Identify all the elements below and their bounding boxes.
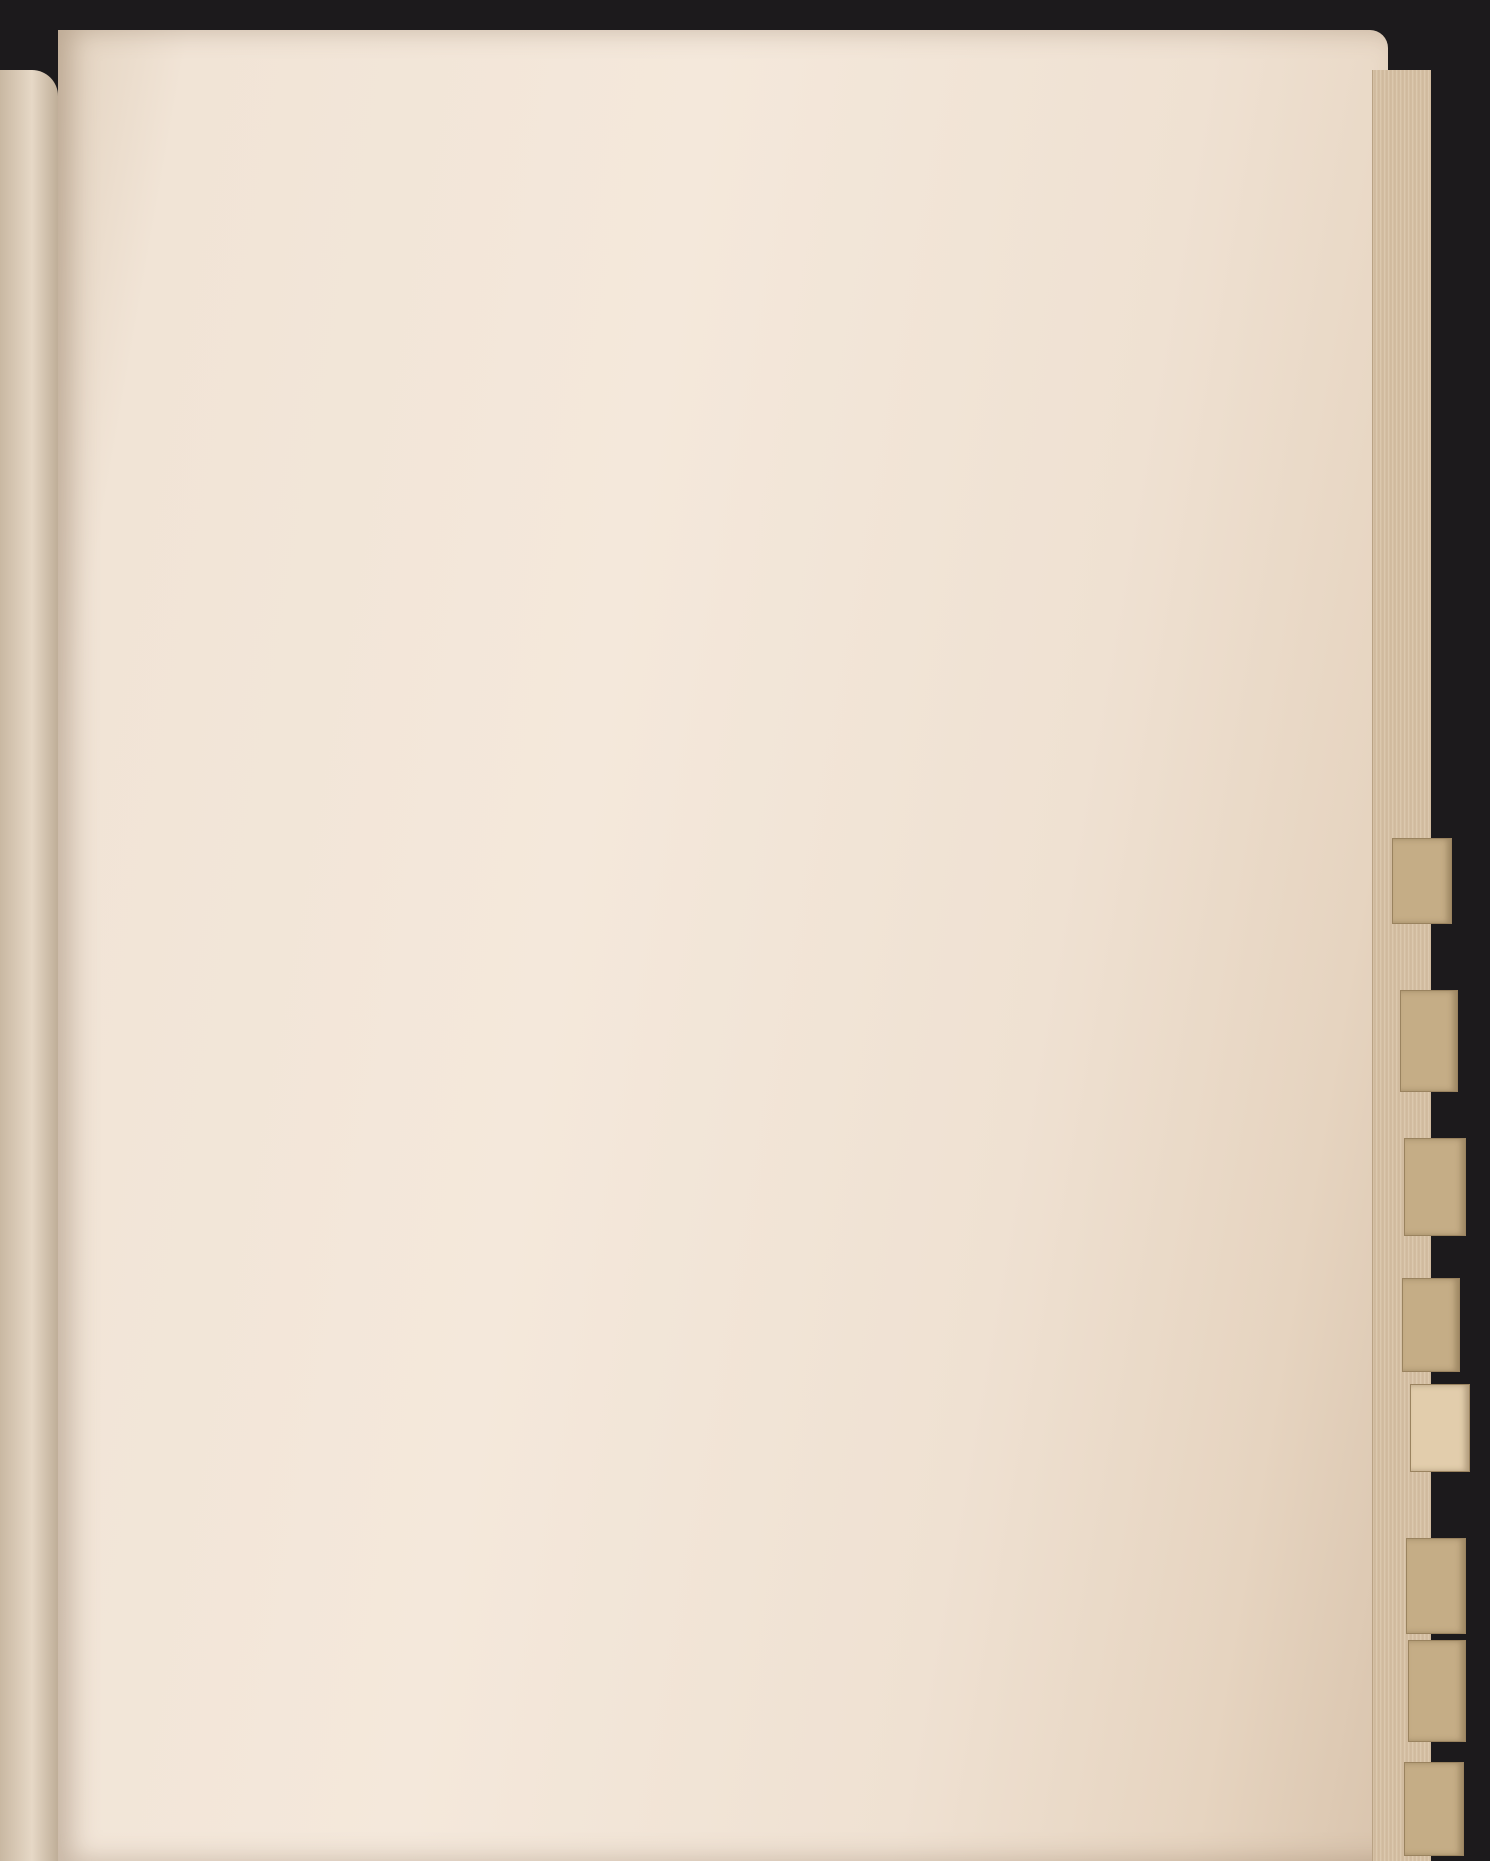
page-tab: [1408, 1640, 1466, 1742]
page-tab: [1392, 838, 1452, 924]
page-tab: [1404, 1138, 1466, 1236]
book-page: [58, 30, 1388, 1861]
facing-page-edge: [0, 70, 58, 1861]
page-tab: [1406, 1538, 1466, 1634]
page-tab: [1400, 990, 1458, 1092]
page-tab: [1404, 1762, 1464, 1856]
page-tab: [1410, 1384, 1470, 1472]
page-tab: [1402, 1278, 1460, 1372]
